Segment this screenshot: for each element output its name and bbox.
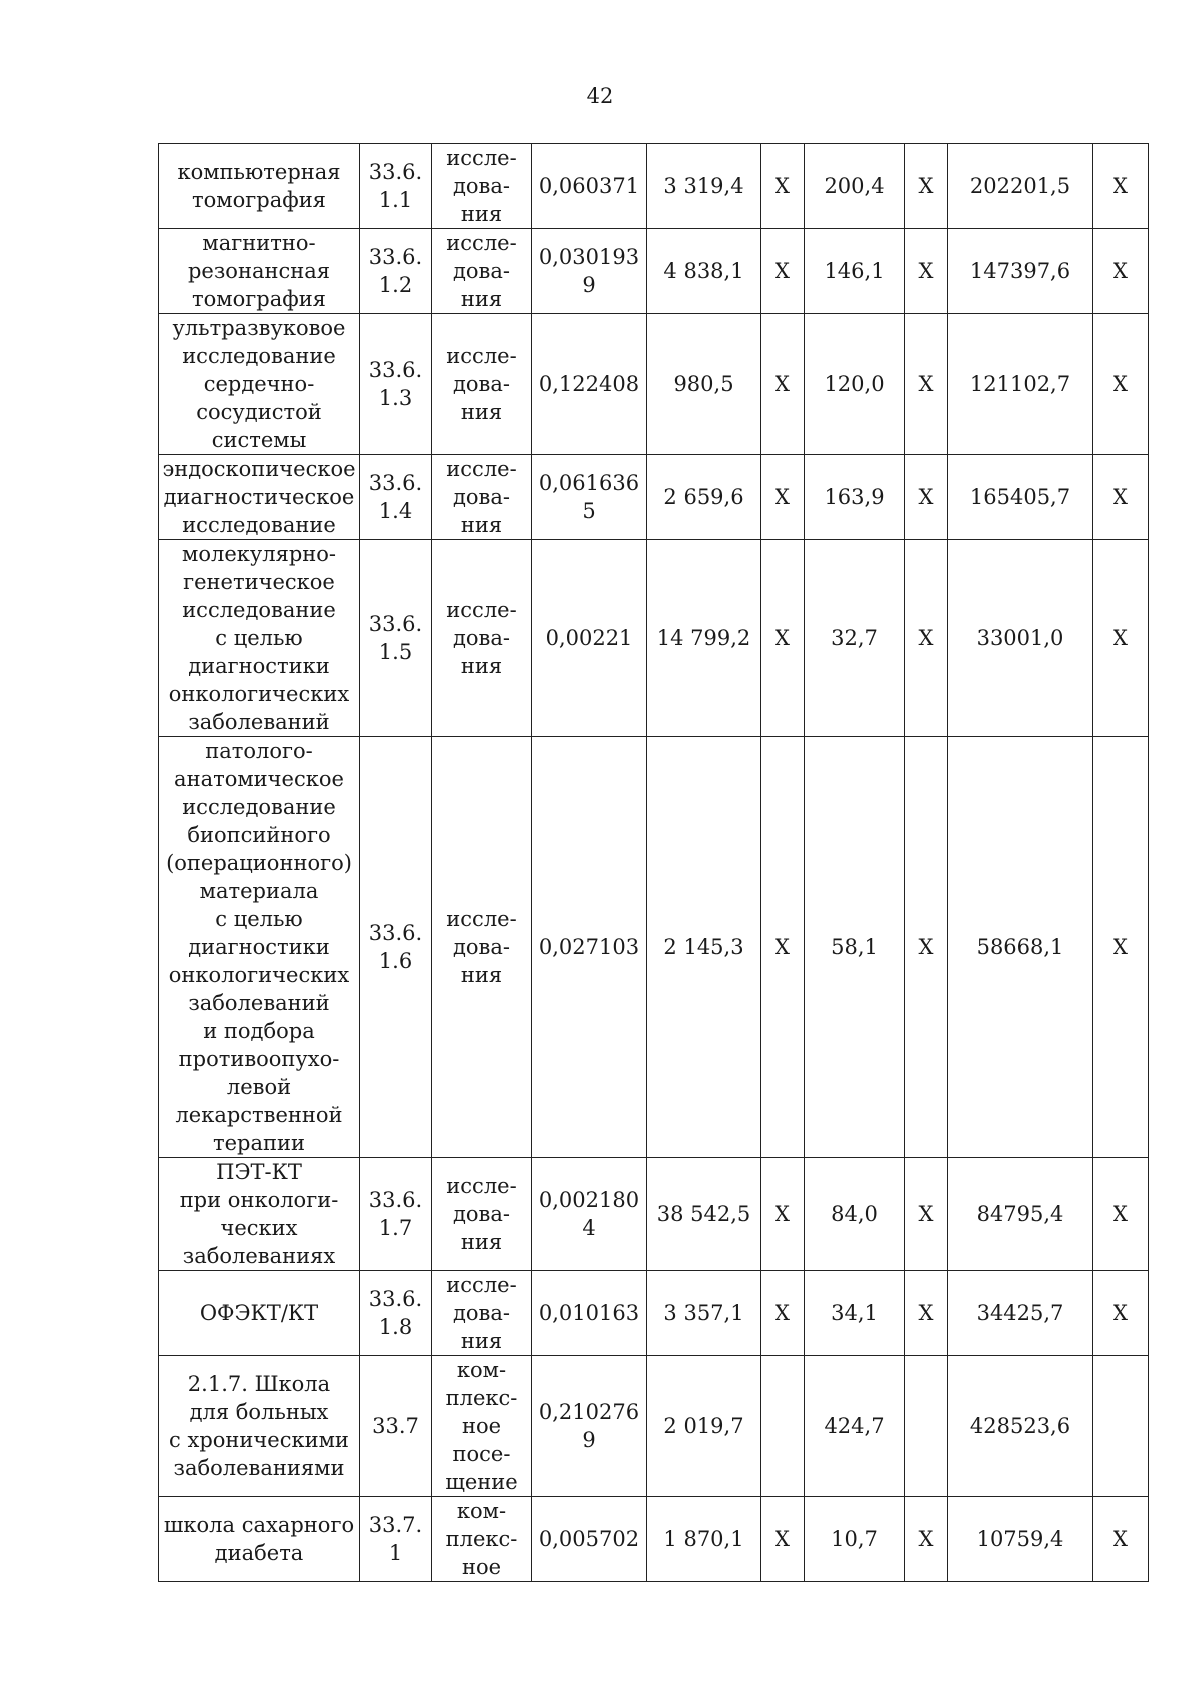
cell-per-capita: 84,0 [805,1158,905,1271]
cell-cost: 2 019,7 [647,1356,761,1497]
cell-name-line: сосудистой [196,400,322,424]
cell-total: 10759,4 [948,1497,1093,1582]
cell-unit-line: иссле- [446,1174,517,1198]
cell-code [360,1497,432,1582]
cell-name-line: диагностическое [163,485,355,509]
cell-unit-line: ния [460,963,503,987]
cell-unit-line: ния [460,513,503,537]
table-body [159,144,1149,1582]
cell-unit [432,737,532,1158]
cell-name-line: сердечно- [203,372,315,396]
cell-unit-line: ное [461,1414,502,1438]
cell-code-line: 33.6. [368,921,423,945]
cell-norm-line: 5 [582,499,596,523]
cell-unit [432,1271,532,1356]
cell-code-line: 33.7. [368,1513,423,1537]
table-row [159,1271,1149,1356]
cell-code-line: 33.6. [368,1287,423,1311]
cell-code [360,1271,432,1356]
cell-x1: Х [761,540,805,737]
cell-name [159,144,360,229]
cell-norm-line: 0,030193 [538,245,640,269]
table-row [159,1497,1149,1582]
cell-unit-line: иссле- [446,457,517,481]
cell-code [360,1356,432,1497]
cell-code-line: 33.6. [368,358,423,382]
cell-unit-line: иссле- [446,598,517,622]
cell-name-line: томография [192,188,326,212]
cell-unit-line: дова- [452,1202,510,1226]
cell-norm-line: 0,00221 [545,626,633,650]
cell-unit-line: дова- [452,372,510,396]
cell-norm [532,455,647,540]
cell-code-line: 1.8 [378,1315,413,1339]
cell-x3: Х [1093,1271,1149,1356]
cell-total: 58668,1 [948,737,1093,1158]
cell-per-capita: 58,1 [805,737,905,1158]
cell-total: 202201,5 [948,144,1093,229]
cell-name-line: исследование [182,513,336,537]
cell-code [360,144,432,229]
cell-cost: 4 838,1 [647,229,761,314]
cell-name-line: (операционного) [166,851,352,875]
cell-unit [432,314,532,455]
cell-unit-line: плекс- [445,1527,518,1551]
cell-name [159,1158,360,1271]
table-row [159,540,1149,737]
cell-unit-line: ком- [456,1358,507,1382]
cell-per-capita: 200,4 [805,144,905,229]
cell-unit-line: иссле- [446,1273,517,1297]
cell-name-line: исследование [182,344,336,368]
cell-x3: Х [1093,144,1149,229]
cell-cost: 2 145,3 [647,737,761,1158]
cell-name [159,229,360,314]
cell-code-line: 33.6. [368,612,423,636]
cell-unit-line: иссле- [446,344,517,368]
cell-x1: Х [761,314,805,455]
cell-unit [432,144,532,229]
cell-name-line: 2.1.7. Школа [187,1372,331,1396]
cell-x3: Х [1093,737,1149,1158]
cell-name-line: с целью [215,907,303,931]
cell-unit-line: ное [461,1555,502,1579]
cell-name-line: ультразвуковое [172,316,346,340]
cell-name-line: материала [199,879,319,903]
cell-norm-line: 0,210276 [538,1400,640,1424]
cell-name-line: заболеваний [188,710,330,734]
cell-code-line: 33.6. [368,1188,423,1212]
cell-name-line: противоопухо- [178,1047,340,1071]
cell-per-capita: 146,1 [805,229,905,314]
cell-unit-line: дова- [452,485,510,509]
cell-x2: Х [905,1158,948,1271]
cell-unit-line: ния [460,654,503,678]
cell-norm [532,1271,647,1356]
cell-code-line: 33.6. [368,160,423,184]
cell-total: 121102,7 [948,314,1093,455]
cell-name-line: ческих [220,1216,298,1240]
cell-name-line: системы [211,428,307,452]
cell-code [360,1158,432,1271]
cell-name-line: молекулярно- [182,542,336,566]
cell-total: 33001,0 [948,540,1093,737]
cell-code [360,314,432,455]
cell-norm [532,1497,647,1582]
cell-name-line: исследование [182,795,336,819]
cell-cost: 1 870,1 [647,1497,761,1582]
cell-cost: 980,5 [647,314,761,455]
cell-name [159,540,360,737]
cell-per-capita: 120,0 [805,314,905,455]
cell-code-line: 1.1 [378,188,413,212]
cell-name-line: для больных [189,1400,329,1424]
table-row [159,455,1149,540]
cell-unit-line: щение [445,1470,518,1494]
cell-per-capita: 32,7 [805,540,905,737]
cell-code [360,540,432,737]
cell-unit-line: ния [460,1230,503,1254]
cell-x2 [905,1356,948,1497]
cell-name-line: онкологических [168,682,350,706]
cell-unit-line: посе- [452,1442,511,1466]
cell-code-line: 1.3 [378,386,413,410]
cell-name-line: при онкологи- [179,1188,339,1212]
cell-code-line: 33.6. [368,245,423,269]
cell-x3: Х [1093,314,1149,455]
cell-x3 [1093,1356,1149,1497]
cell-name-line: с целью [215,626,303,650]
cell-total: 428523,6 [948,1356,1093,1497]
cell-name-line: онкологических [168,963,350,987]
cell-name-line: диагностики [188,935,330,959]
table-row [159,144,1149,229]
cell-name-line: магнитно- [202,231,316,255]
cell-code [360,455,432,540]
cell-unit-line: дова- [452,174,510,198]
table-row [159,229,1149,314]
cell-unit-line: плекс- [445,1386,518,1410]
cell-norm-line: 0,060371 [538,174,640,198]
cell-norm [532,144,647,229]
cell-cost: 3 319,4 [647,144,761,229]
cell-x2: Х [905,314,948,455]
cell-x2: Х [905,737,948,1158]
cell-total: 34425,7 [948,1271,1093,1356]
cell-unit-line: ния [460,1329,503,1353]
cell-x3: Х [1093,1158,1149,1271]
cell-cost: 14 799,2 [647,540,761,737]
cell-unit [432,1497,532,1582]
cell-unit-line: иссле- [446,907,517,931]
cell-unit-line: ния [460,287,503,311]
page-number: 42 [586,84,614,108]
cell-name [159,1271,360,1356]
cell-name-line: исследование [182,598,336,622]
cell-name-line: заболеваниях [182,1244,336,1268]
cell-x3: Х [1093,540,1149,737]
cell-code-line: 1.4 [378,499,413,523]
cell-unit-line: ком- [456,1499,507,1523]
cell-unit-line: дова- [452,626,510,650]
cell-per-capita: 424,7 [805,1356,905,1497]
cell-unit [432,1356,532,1497]
cell-x1: Х [761,144,805,229]
cell-x1: Х [761,1497,805,1582]
cell-norm-line: 0,027103 [538,935,640,959]
cell-unit-line: иссле- [446,146,517,170]
cell-name-line: лекарственной [175,1103,343,1127]
cell-name-line: школа сахарного [163,1513,355,1537]
cell-name-line: анатомическое [174,767,344,791]
cell-norm-line: 0,010163 [538,1301,640,1325]
cell-cost: 3 357,1 [647,1271,761,1356]
cell-name-line: эндоскопическое [162,457,356,481]
cell-unit [432,455,532,540]
cell-code-line: 1.6 [378,949,413,973]
cell-unit [432,229,532,314]
cell-cost: 38 542,5 [647,1158,761,1271]
cell-norm-line: 9 [582,1428,596,1452]
cell-x1: Х [761,737,805,1158]
cell-x2: Х [905,229,948,314]
cell-x2: Х [905,1497,948,1582]
cell-norm [532,1158,647,1271]
cell-cost: 2 659,6 [647,455,761,540]
cell-x1: Х [761,455,805,540]
cell-name-line: левой [226,1075,292,1099]
cell-name-line: компьютерная [177,160,341,184]
cell-norm-line: 0,122408 [538,372,640,396]
cell-name-line: томография [192,287,326,311]
cell-code-line: 1.2 [378,273,413,297]
cell-name-line: биопсийного [187,823,331,847]
cell-name [159,455,360,540]
cell-name-line: диагностики [188,654,330,678]
cell-x1 [761,1356,805,1497]
cell-name-line: резонансная [187,259,330,283]
cell-unit-line: дова- [452,1301,510,1325]
table-row [159,1158,1149,1271]
cell-name-line: ПЭТ-КТ [216,1160,302,1184]
cell-name [159,1497,360,1582]
cell-name-line: с хроническими [169,1428,349,1452]
cell-x1: Х [761,229,805,314]
cell-norm [532,737,647,1158]
cell-code [360,229,432,314]
cell-total: 84795,4 [948,1158,1093,1271]
cell-name [159,314,360,455]
cell-name-line: заболеваний [188,991,330,1015]
cell-name-line: генетическое [183,570,335,594]
cell-unit-line: ния [460,400,503,424]
cell-norm-line: 9 [582,273,596,297]
cell-norm [532,540,647,737]
cell-name-line: заболеваниями [173,1456,345,1480]
cell-name-line: терапии [213,1131,305,1155]
cell-norm-line: 4 [582,1216,596,1240]
cell-norm-line: 0,002180 [538,1188,640,1212]
cell-norm [532,314,647,455]
cell-code-line: 1.5 [378,640,413,664]
cell-name-line: и подбора [203,1019,315,1043]
cell-norm [532,229,647,314]
cell-x3: Х [1093,229,1149,314]
cell-name-line: патолого- [205,739,313,763]
cell-x1: Х [761,1158,805,1271]
cell-x2: Х [905,540,948,737]
cell-name [159,737,360,1158]
cell-code-line: 33.7 [372,1414,419,1438]
cell-x1: Х [761,1271,805,1356]
cell-x2: Х [905,1271,948,1356]
cell-code-line: 1 [388,1541,403,1565]
data-table [158,143,1149,1582]
cell-unit-line: ния [460,202,503,226]
table-row [159,737,1149,1158]
cell-unit-line: дова- [452,935,510,959]
cell-unit-line: иссле- [446,231,517,255]
cell-code-line: 1.7 [378,1216,413,1240]
cell-unit [432,540,532,737]
cell-norm [532,1356,647,1497]
cell-code-line: 33.6. [368,471,423,495]
table-row [159,1356,1149,1497]
cell-code [360,737,432,1158]
cell-norm-line: 0,005702 [538,1527,640,1551]
cell-x2: Х [905,144,948,229]
table-row [159,314,1149,455]
cell-total: 147397,6 [948,229,1093,314]
cell-name [159,1356,360,1497]
cell-per-capita: 10,7 [805,1497,905,1582]
cell-per-capita: 34,1 [805,1271,905,1356]
cell-name-line: диабета [214,1541,304,1565]
cell-total: 165405,7 [948,455,1093,540]
cell-x3: Х [1093,455,1149,540]
cell-x3: Х [1093,1497,1149,1582]
cell-per-capita: 163,9 [805,455,905,540]
cell-unit [432,1158,532,1271]
cell-name-line: ОФЭКТ/КТ [199,1301,319,1325]
cell-unit-line: дова- [452,259,510,283]
cell-norm-line: 0,061636 [538,471,640,495]
cell-x2: Х [905,455,948,540]
